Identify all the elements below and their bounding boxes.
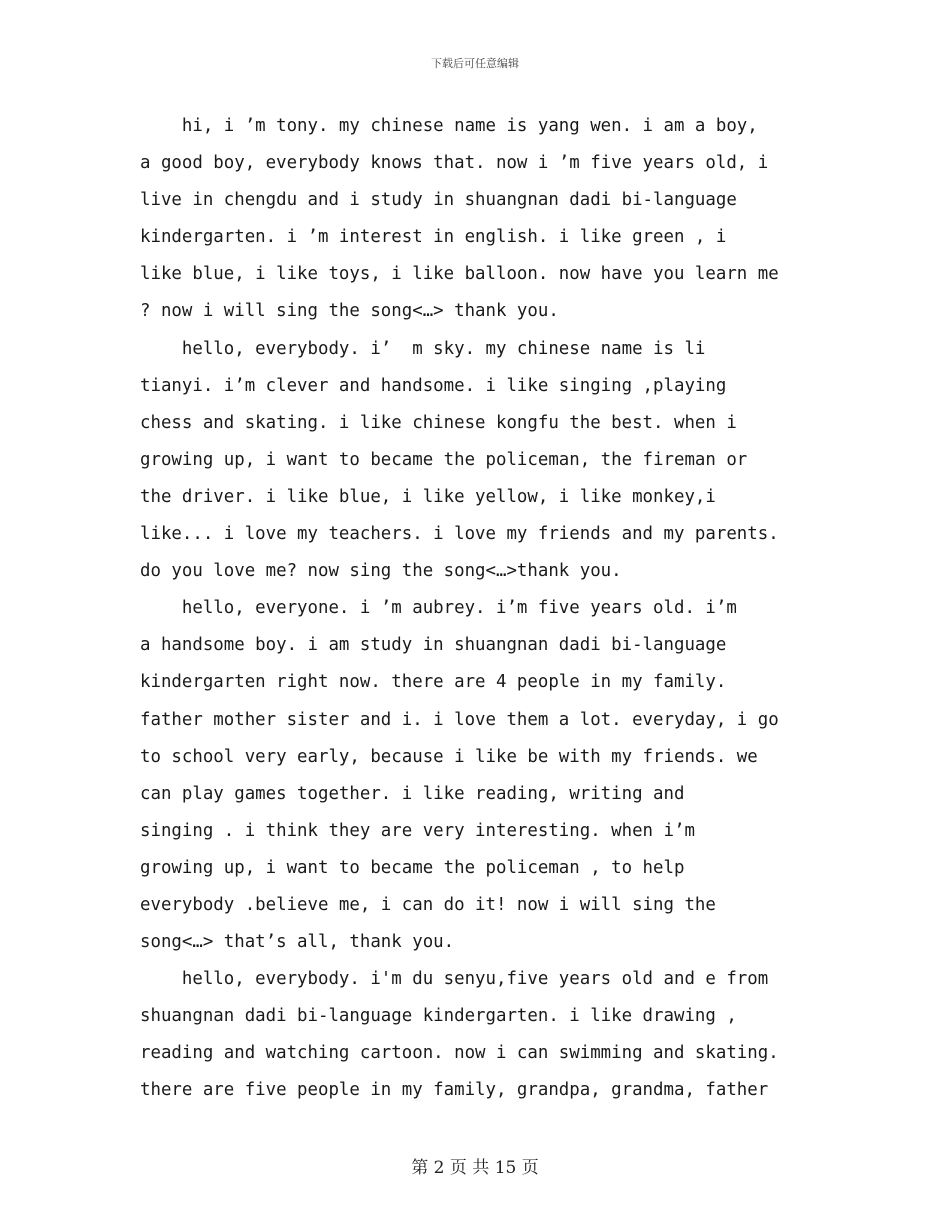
text-line: everybody .believe me, i can do it! now i will sing the <box>140 894 716 915</box>
text-line: kindergarten. i ’m interest in english. i like green , i <box>140 227 727 248</box>
text-line: father mother sister and i. i love them a lot. everyday, i go <box>140 709 779 730</box>
text-line: hello, everyone. i ’m aubrey. i’m five years old. i’m <box>140 598 737 619</box>
text-line: to school very early, because i like be with my friends. we <box>140 746 758 767</box>
text-line: do you love me? now sing the song<…>thank you. <box>140 561 622 582</box>
text-line: chess and skating. i like chinese kongfu the best. when i <box>140 412 737 433</box>
text-line: singing . i think they are very interesting. when i’m <box>140 820 695 841</box>
text-line: a handsome boy. i am study in shuangnan dadi bi-language <box>140 635 727 656</box>
text-line: like blue, i like toys, i like balloon. now have you learn me <box>140 264 779 285</box>
text-line: hi, i ’m tony. my chinese name is yang wen. i am a boy, <box>140 116 758 136</box>
text-line: a good boy, everybody knows that. now i ’m five years old, i <box>140 153 769 174</box>
text-line: the driver. i like blue, i like yellow, i like monkey,i <box>140 486 716 507</box>
text-line: live in chengdu and i study in shuangnan dadi bi-language <box>140 190 737 211</box>
document-body <box>140 108 806 1110</box>
text-line: shuangnan dadi bi-language kindergarten. i like drawing , <box>140 1006 737 1027</box>
text-line: kindergarten right now. there are 4 people in my family. <box>140 672 727 693</box>
text-line: song<…> that’s all, thank you. <box>140 932 455 953</box>
text-line: hello, everybody. i’ m sky. my chinese name is li <box>140 338 706 359</box>
text-line: tianyi. i’m clever and handsome. i like singing ,playing <box>140 375 727 396</box>
text-line: there are five people in my family, grandpa, grandma, father <box>140 1080 769 1101</box>
page-header-note: 下载后可任意编辑 <box>431 57 519 70</box>
text-line: reading and watching cartoon. now i can swimming and skating. <box>140 1043 779 1064</box>
text-line: growing up, i want to became the policeman , to help <box>140 857 685 878</box>
text-line: like... i love my teachers. i love my friends and my parents. <box>140 524 779 545</box>
text-line: hello, everybody. i'm du senyu,five years old and e from <box>140 969 769 990</box>
page-number-footer: 第 2 页 共 15 页 <box>411 1158 539 1178</box>
text-line: ? now i will sing the song<…> thank you. <box>140 301 559 322</box>
text-line: growing up, i want to became the policeman, the fireman or <box>140 449 748 470</box>
text-line: can play games together. i like reading, writing and <box>140 783 685 804</box>
